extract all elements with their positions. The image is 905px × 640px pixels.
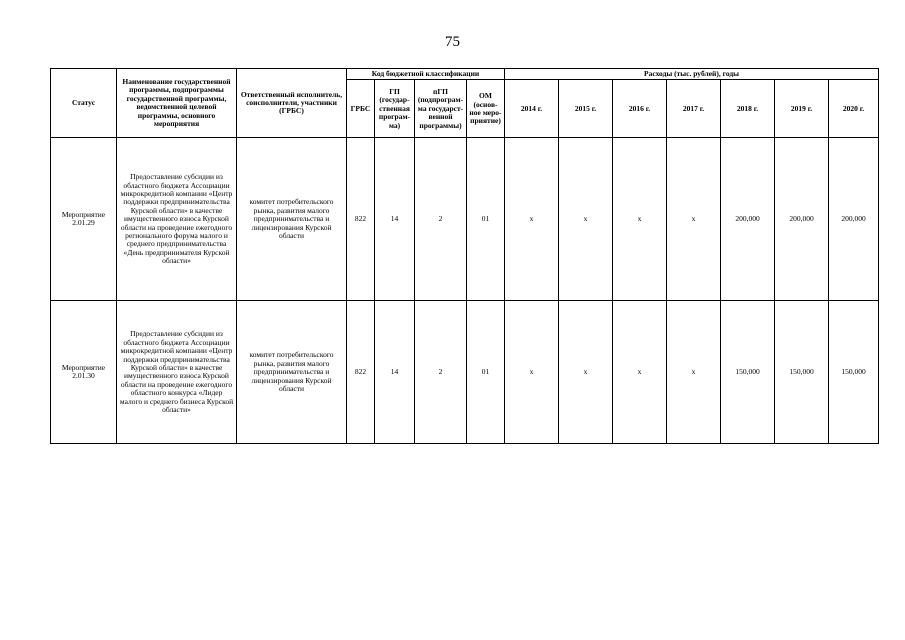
header-status: Статус xyxy=(51,69,117,138)
budget-table xyxy=(50,68,879,444)
header-gp: ГП (государ-ственная програм-ма) xyxy=(375,80,415,138)
header-year: 2016 г. xyxy=(613,80,667,138)
table-row xyxy=(51,138,879,301)
header-name: Наименование государственной программы, подпрограммы государственной программы, ведомственной целевой программы, основного мероприятия xyxy=(117,69,237,138)
row-grbs: 822 xyxy=(347,138,375,301)
header-year: 2014 г. xyxy=(505,80,559,138)
row-value: 200,000 xyxy=(721,138,775,301)
header-pgp: пГП (подпрограм-ма государст-венной программы) xyxy=(415,80,467,138)
row-pgp: 2 xyxy=(415,138,467,301)
row-responsible: комитет потребительского рынка, развития малого предпринимательства и лицензирования Курской области xyxy=(237,138,347,301)
page-number: 75 xyxy=(445,34,460,50)
header-om: ОМ (основ-ное меро-приятие) xyxy=(467,80,505,138)
row-value: x xyxy=(667,301,721,444)
header-year: 2015 г. xyxy=(559,80,613,138)
row-name: Предоставление субсидии из областного бюджета Ассоциации микрокредитной компании «Центр поддержки предпринимательства Курской области» в качестве имущественного взноса Курской области на проведение ежегодного регионального форума малого и среднего предпринимательства «День предпринимателя Курской области» xyxy=(117,138,237,301)
row-value: 200,000 xyxy=(775,138,829,301)
row-responsible: комитет потребительского рынка, развития малого предпринимательства и лицензирования Курской области xyxy=(237,301,347,444)
row-name: Предоставление субсидии из областного бюджета Ассоциации микрокредитной компании «Центр поддержки предпринимательства Курской области» в качестве имущественного взноса Курской области на проведение ежегодного областного конкурса «Лидер малого и среднего бизнеса Курской области» xyxy=(117,301,237,444)
header-budget-code-group: Код бюджетной классификации xyxy=(347,69,505,80)
table-row xyxy=(51,301,879,444)
row-value: x xyxy=(613,138,667,301)
header-expenses-group: Расходы (тыс. рублей), годы xyxy=(505,69,879,80)
header-year: 2020 г. xyxy=(829,80,879,138)
row-value: x xyxy=(667,138,721,301)
row-value: 200,000 xyxy=(829,138,879,301)
row-value: x xyxy=(559,301,613,444)
row-value: x xyxy=(505,138,559,301)
row-status: Мероприятие 2.01.30 xyxy=(51,301,117,444)
header-year: 2017 г. xyxy=(667,80,721,138)
row-value: x xyxy=(505,301,559,444)
header-year: 2018 г. xyxy=(721,80,775,138)
row-value: 150,000 xyxy=(721,301,775,444)
row-gp: 14 xyxy=(375,301,415,444)
row-value: 150,000 xyxy=(775,301,829,444)
row-om: 01 xyxy=(467,138,505,301)
header-grbs: ГРБС xyxy=(347,80,375,138)
row-pgp: 2 xyxy=(415,301,467,444)
row-value: x xyxy=(613,301,667,444)
row-gp: 14 xyxy=(375,138,415,301)
header-year: 2019 г. xyxy=(775,80,829,138)
row-value: 150,000 xyxy=(829,301,879,444)
row-value: x xyxy=(559,138,613,301)
row-om: 01 xyxy=(467,301,505,444)
row-grbs: 822 xyxy=(347,301,375,444)
row-status: Мероприятие 2.01.29 xyxy=(51,138,117,301)
header-responsible: Ответственный исполнитель, соисполнители, участники (ГРБС) xyxy=(237,69,347,138)
